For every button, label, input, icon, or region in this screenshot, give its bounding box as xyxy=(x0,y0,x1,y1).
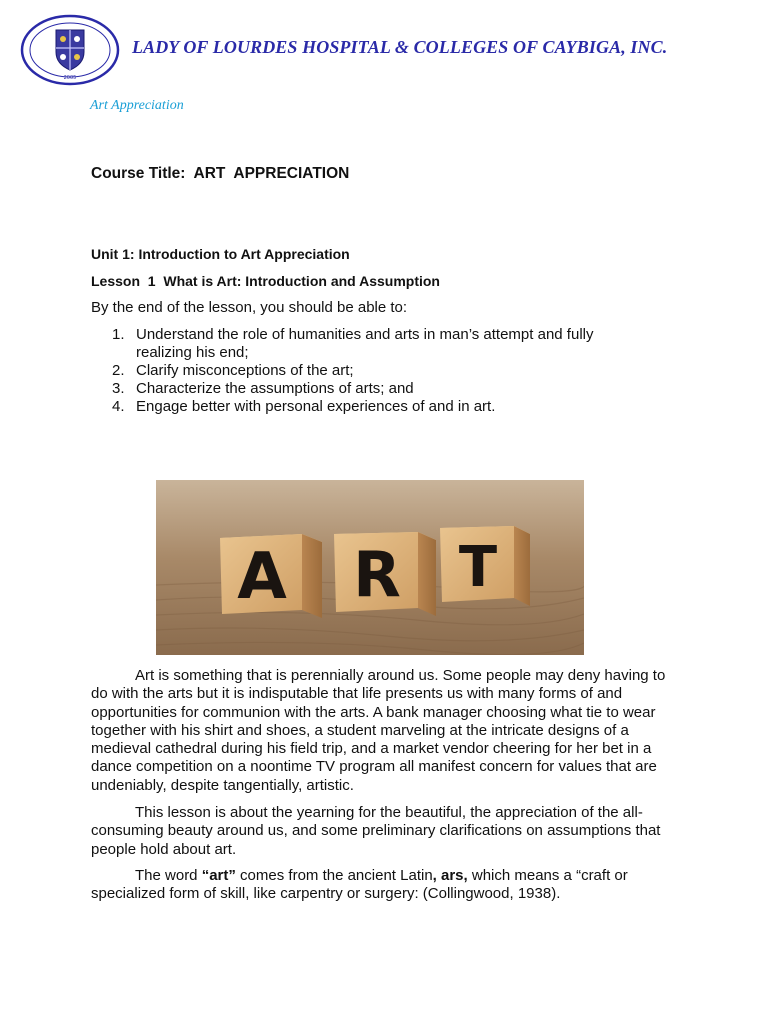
objective-item: 4. Engage better with personal experiences of and in art. xyxy=(112,398,496,415)
objective-item: 1. Understand the role of humanities and arts in man’s attempt and fully realizing his end; xyxy=(112,326,594,361)
lesson-heading: Lesson 1 What is Art: Introduction and Assumption xyxy=(91,273,440,289)
paragraph-3: The word “art” comes from the ancient Latin, ars, which means a “craft or specialized form of skill, like carpentry or surgery: (Collingwood, 1938). xyxy=(91,867,628,903)
cube-t xyxy=(440,526,530,606)
institution-name: LADY OF LOURDES HOSPITAL & COLLEGES OF CAYBIGA, INC. xyxy=(132,37,668,57)
school-seal-logo xyxy=(20,14,120,86)
objective-item: 3. Characterize the assumptions of arts; and xyxy=(112,380,414,397)
paragraph-2: This lesson is about the yearning for the beautiful, the appreciation of the all- consuming beauty around us, and some preliminary clarifications on assumptions that people hold about art. xyxy=(91,804,661,858)
course-title-label: Course Title: xyxy=(91,165,186,182)
cube-r xyxy=(334,532,436,616)
objectives-intro: By the end of the lesson, you should be able to: xyxy=(91,299,408,316)
cube-letter-a: A xyxy=(237,540,287,614)
cube-letter-t: T xyxy=(458,535,498,600)
objectives-list xyxy=(91,326,651,416)
paragraph-1: Art is something that is perennially around us. Some people may deny having to do with the arts but it is indisputable that life presents us with many forms of and opportunities for communion with the arts. A bank manager choosing what tie to wear together with his shirt and shoes, a student marveling at the intricate designs of a medieval cathedral during his field trip, and a market vendor cheering for her bet in a dance competition on a noontime TV program all manifest concern for values that are undeniably, despite tangentially, artistic. xyxy=(91,667,666,794)
cube-letter-r: R xyxy=(353,538,401,611)
course-title-value: ART APPRECIATION xyxy=(193,165,350,182)
logo-year: 2005 xyxy=(63,75,77,81)
header-subject: Art Appreciation xyxy=(90,98,184,113)
unit-heading: Unit 1: Introduction to Art Appreciation xyxy=(91,246,350,262)
course-title xyxy=(91,165,349,183)
cube-a xyxy=(220,534,322,618)
objective-item: 2. Clarify misconceptions of the art; xyxy=(112,362,354,379)
art-blocks-photo xyxy=(156,480,584,655)
